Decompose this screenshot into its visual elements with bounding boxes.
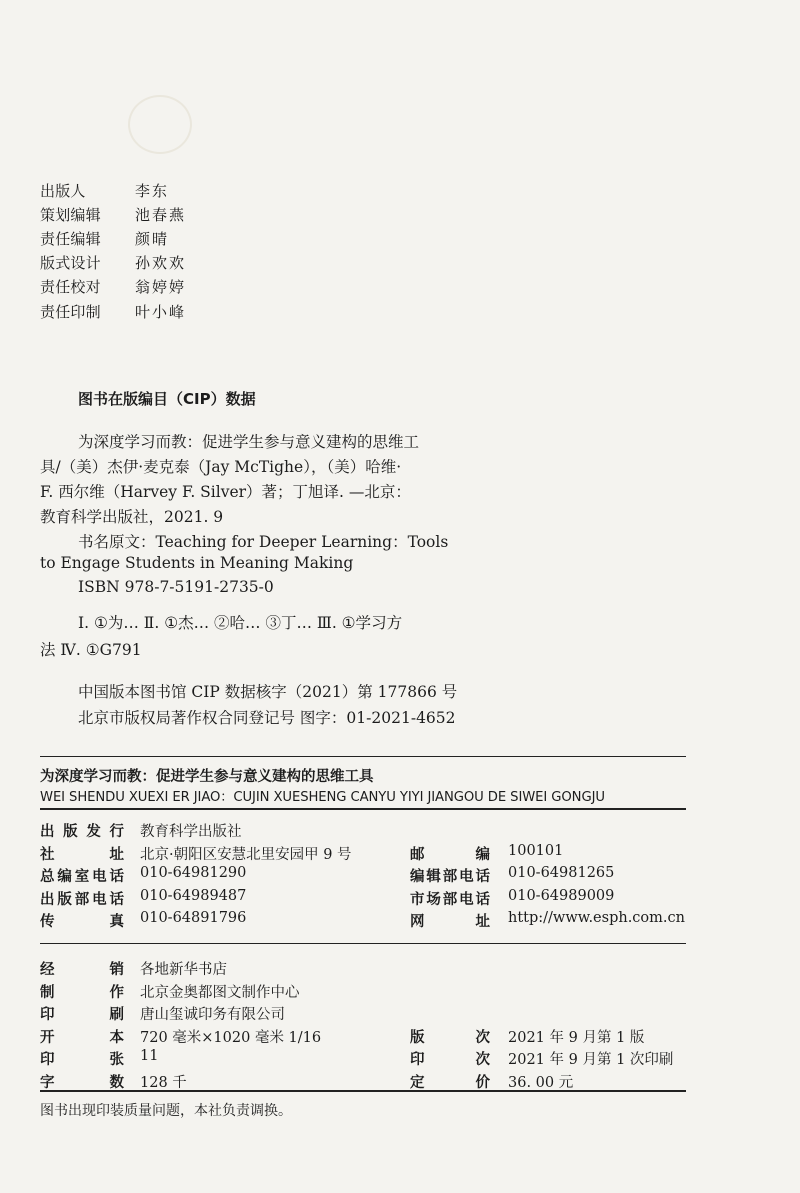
field-value: 北京金奥都图文制作中心 <box>140 984 300 1001</box>
info-row <box>40 958 686 980</box>
field-label: 版 次 <box>410 1029 490 1046</box>
field-value: 010-64891796 <box>140 910 247 926</box>
staff-row <box>40 299 186 323</box>
staff-name: 池春燕 <box>135 205 187 224</box>
cip-heading: 图书在版编目（CIP）数据 <box>78 390 256 408</box>
staff-credits <box>40 178 186 323</box>
faint-stamp-mark <box>128 95 192 154</box>
staff-role: 责任校对 <box>40 278 101 297</box>
field-label: 编 辑 部 电 话 <box>410 869 490 885</box>
cip-line: 中国版本图书馆 CIP 数据核字（2021）第 177866 号 <box>78 683 458 701</box>
title-rule <box>40 808 686 810</box>
book-title: 为深度学习而教：促进学生参与意义建构的思维工具 <box>40 769 374 785</box>
field-value: 教育科学出版社 <box>140 824 242 840</box>
field-label: 定 价 <box>410 1074 490 1091</box>
bottom-rule <box>40 1090 686 1092</box>
staff-role: 责任编辑 <box>40 229 101 248</box>
cip-line: 北京市版权局著作权合同登记号 图字：01-2021-4652 <box>78 709 456 727</box>
field-value: 010-64989009 <box>508 887 615 904</box>
field-value: http://www.esph.com.cn <box>508 910 685 926</box>
cip-line: ISBN 978-7-5191-2735-0 <box>78 578 274 596</box>
cip-line: F. 西尔维（Harvey F. Silver）著；丁旭译. —北京： <box>40 483 411 501</box>
field-label: 印 刷 <box>40 1007 124 1023</box>
field-value: 北京·朝阳区安慧北里安园甲 9 号 <box>140 846 352 863</box>
field-value: 128 千 <box>140 1074 187 1091</box>
field-label: 总 编 室 电 话 <box>40 869 124 885</box>
field-value: 100101 <box>508 842 564 859</box>
cip-line: Ⅰ. ①为… Ⅱ. ①杰… ②哈… ③丁… Ⅲ. ①学习方 <box>78 614 403 632</box>
field-label: 印 次 <box>410 1052 490 1068</box>
info-row <box>40 888 686 910</box>
info-row <box>40 865 686 887</box>
staff-role: 策划编辑 <box>40 205 101 224</box>
staff-name: 颜晴 <box>135 229 170 248</box>
field-label: 出 版 部 电 话 <box>40 891 124 908</box>
staff-name: 翁婷婷 <box>135 278 187 297</box>
cip-line: 法 Ⅳ. ①G791 <box>40 641 142 659</box>
info-row <box>40 1048 686 1070</box>
field-label: 邮 编 <box>410 846 490 863</box>
field-value: 11 <box>140 1048 159 1064</box>
field-label: 制 作 <box>40 984 124 1001</box>
field-value: 010-64981265 <box>508 865 615 881</box>
staff-role: 出版人 <box>40 181 86 200</box>
field-value: 各地新华书店 <box>140 962 227 978</box>
cip-line: 为深度学习而教：促进学生参与意义建构的思维工 <box>78 433 420 451</box>
staff-name: 孙欢欢 <box>135 254 187 273</box>
field-label: 出 版 发 行 <box>40 824 124 840</box>
field-label: 传 真 <box>40 914 124 930</box>
staff-row <box>40 251 186 275</box>
cip-line: 具/（美）杰伊·麦克泰（Jay McTighe），（美）哈维· <box>40 458 402 476</box>
staff-name: 李东 <box>135 181 170 200</box>
top-rule <box>40 756 686 757</box>
info-row <box>40 1003 686 1025</box>
field-label: 市 场 部 电 话 <box>410 891 490 908</box>
field-label: 印 张 <box>40 1052 124 1068</box>
info-row <box>40 843 686 865</box>
field-label: 网 址 <box>410 914 490 930</box>
quality-notice: 图书出现印装质量问题，本社负责调换。 <box>40 1103 292 1119</box>
field-value: 唐山玺诚印务有限公司 <box>140 1007 285 1023</box>
staff-row <box>40 178 186 202</box>
field-value: 2021 年 9 月第 1 次印刷 <box>508 1052 674 1068</box>
cip-line: 教育科学出版社，2021. 9 <box>40 508 224 526</box>
info-row <box>40 1026 686 1048</box>
info-row <box>40 981 686 1003</box>
field-value: 010-64981290 <box>140 865 247 881</box>
field-value: 720 毫米×1020 毫米 1/16 <box>140 1029 322 1046</box>
field-value: 36. 00 元 <box>508 1074 574 1091</box>
cip-line: to Engage Students in Meaning Making <box>40 554 354 572</box>
staff-role: 责任印制 <box>40 302 101 321</box>
field-label: 字 数 <box>40 1074 124 1091</box>
info-row <box>40 910 686 932</box>
field-label: 社 址 <box>40 846 124 863</box>
field-label: 经 销 <box>40 962 124 978</box>
info-row <box>40 820 686 842</box>
mid-rule <box>40 943 686 944</box>
staff-row <box>40 202 186 226</box>
staff-row <box>40 226 186 250</box>
book-title-pinyin: WEI SHENDU XUEXI ER JIAO：CUJIN XUESHENG CANYU YIYI JIANGOU DE SIWEI GONGJU <box>40 790 605 805</box>
field-value: 010-64989487 <box>140 887 247 904</box>
field-value: 2021 年 9 月第 1 版 <box>508 1029 645 1046</box>
cip-line: 书名原文：Teaching for Deeper Learning：Tools <box>78 533 449 551</box>
field-label: 开 本 <box>40 1029 124 1046</box>
staff-role: 版式设计 <box>40 254 101 273</box>
staff-row <box>40 275 186 299</box>
staff-name: 叶小峰 <box>135 302 187 321</box>
